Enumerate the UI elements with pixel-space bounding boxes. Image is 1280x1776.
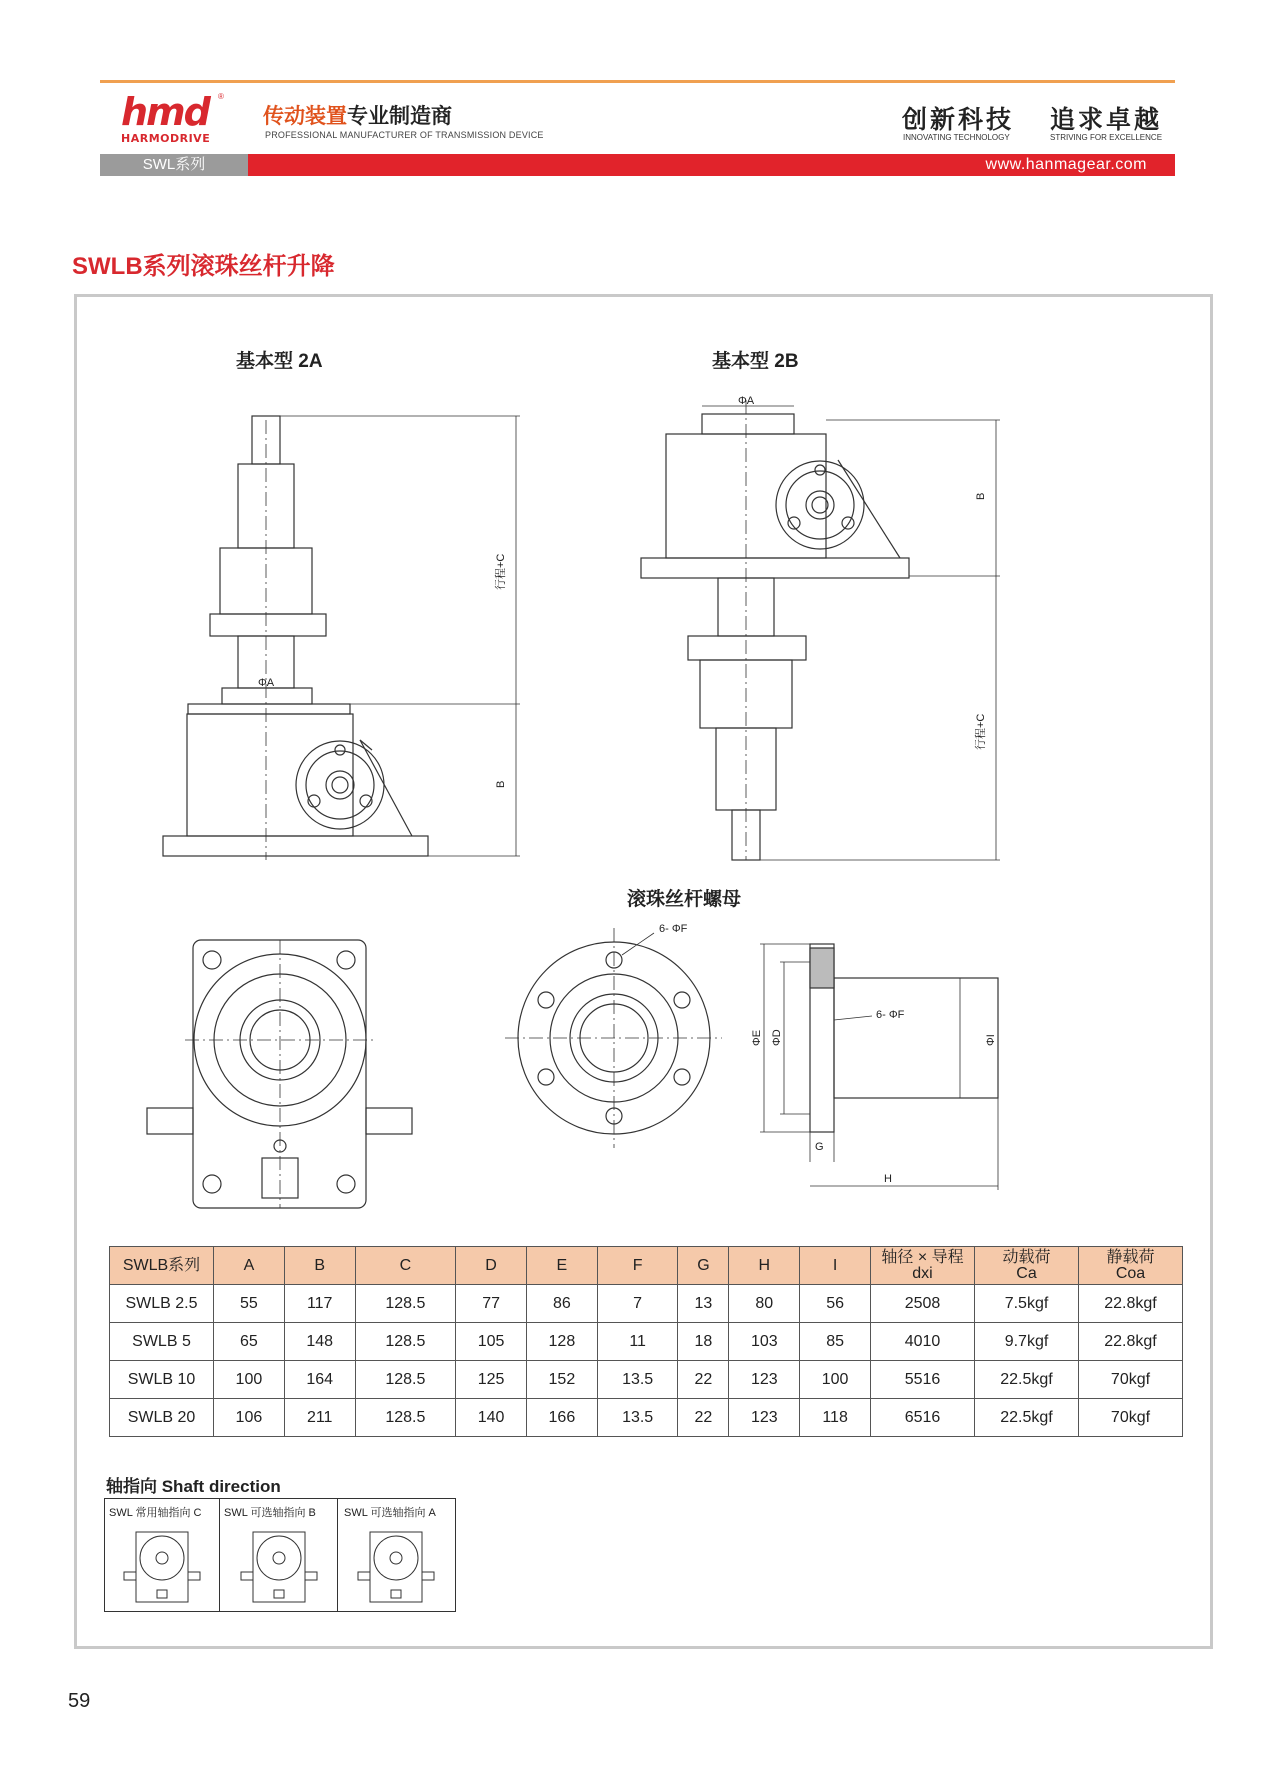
dim-6f-front: 6- ΦF <box>659 923 688 935</box>
table-cell: 106 <box>214 1399 285 1437</box>
table-cell: 128.5 <box>355 1285 456 1323</box>
table-cell: 103 <box>729 1323 800 1361</box>
table-cell: 123 <box>729 1399 800 1437</box>
table-cell: 105 <box>456 1323 527 1361</box>
dim-h: H <box>884 1173 892 1185</box>
page-number: 59 <box>68 1690 91 1712</box>
table-cell: 22.5kgf <box>975 1399 1079 1437</box>
table-cell: 125 <box>456 1361 527 1399</box>
nut-title: 滚珠丝杆螺母 <box>627 889 742 910</box>
mini-gearbox-diagram <box>124 1532 200 1602</box>
dim-phi-e: ΦE <box>751 1029 763 1046</box>
table-cell: 166 <box>526 1399 597 1437</box>
dim-stroke-2b: 行程+C <box>975 713 987 750</box>
table-cell: 9.7kgf <box>975 1323 1079 1361</box>
table-cell: 85 <box>800 1323 871 1361</box>
dim-phi-a-2a: ΦA <box>258 677 275 689</box>
table-cell: 22.8kgf <box>1079 1285 1183 1323</box>
spec-table <box>109 1246 1183 1437</box>
table-cell: 2508 <box>871 1285 975 1323</box>
col-header: H <box>729 1247 800 1285</box>
table-cell: 70kgf <box>1079 1361 1183 1399</box>
table-cell: 80 <box>729 1285 800 1323</box>
shaft-direction-diagrams <box>104 1498 456 1612</box>
table-cell: SWLB 20 <box>110 1399 214 1437</box>
table-cell: 22 <box>678 1361 729 1399</box>
dim-b-2a: B <box>495 780 507 788</box>
table-cell: 140 <box>456 1399 527 1437</box>
type-2a-label: 基本型 2A <box>236 351 323 372</box>
registered-mark: ® <box>218 92 224 101</box>
dim-phi-a-2b: ΦA <box>738 395 755 407</box>
shaft-option-a: SWL 可选轴指向 A <box>344 1507 436 1519</box>
col-header: A <box>214 1247 285 1285</box>
table-cell: SWLB 2.5 <box>110 1285 214 1323</box>
drawing-2a <box>163 416 520 860</box>
col-header: SWLB系列 <box>110 1247 214 1285</box>
table-cell: 128.5 <box>355 1323 456 1361</box>
tagline-en: PROFESSIONAL MANUFACTURER OF TRANSMISSION DEVICE <box>265 130 544 140</box>
section-title: SWLB系列滚珠丝杆升降 <box>72 253 335 280</box>
series-tab: SWL系列 <box>100 154 248 176</box>
table-row <box>110 1399 1183 1437</box>
table-cell: 128.5 <box>355 1399 456 1437</box>
col-header: F <box>597 1247 678 1285</box>
col-header-dxi: 轴径 × 导程 dxi <box>871 1247 975 1285</box>
drawing-top-view <box>147 940 412 1208</box>
slogan-1: 创新科技 <box>902 105 1015 134</box>
table-cell: 7.5kgf <box>975 1285 1079 1323</box>
table-cell: 11 <box>597 1323 678 1361</box>
table-cell: 18 <box>678 1323 729 1361</box>
slogan-2-en: STRIVING FOR EXCELLENCE <box>1050 133 1163 142</box>
table-cell: 13.5 <box>597 1361 678 1399</box>
table-cell: 5516 <box>871 1361 975 1399</box>
table-cell: 7 <box>597 1285 678 1323</box>
slogan-2: 追求卓越 <box>1050 105 1163 134</box>
tagline-prefix: 传动装置 <box>263 105 347 128</box>
table-cell: 55 <box>214 1285 285 1323</box>
type-2b-label: 基本型 2B <box>712 351 799 372</box>
table-cell: 22.8kgf <box>1079 1323 1183 1361</box>
shaft-option-b: SWL 可选轴指向 B <box>224 1507 316 1519</box>
table-cell: 128.5 <box>355 1361 456 1399</box>
table-row <box>110 1323 1183 1361</box>
dim-stroke-2a: 行程+C <box>495 553 507 590</box>
col-header: D <box>456 1247 527 1285</box>
table-cell: 86 <box>526 1285 597 1323</box>
table-cell: SWLB 5 <box>110 1323 214 1361</box>
table-cell: 128 <box>526 1323 597 1361</box>
col-header: B <box>284 1247 355 1285</box>
tagline-suffix: 专业制造商 <box>347 105 452 128</box>
col-header-coa: 静载荷 Coa <box>1079 1247 1183 1285</box>
drawing-nut-side <box>760 944 998 1190</box>
col-header: C <box>355 1247 456 1285</box>
table-cell: 65 <box>214 1323 285 1361</box>
mini-gearbox-diagram <box>241 1532 317 1602</box>
table-cell: 164 <box>284 1361 355 1399</box>
shaft-option-c: SWL 常用轴指向 C <box>109 1507 202 1519</box>
table-cell: 123 <box>729 1361 800 1399</box>
drawing-nut-front <box>505 928 722 1148</box>
table-cell: 100 <box>214 1361 285 1399</box>
dim-6f-side: 6- ΦF <box>876 1009 905 1021</box>
table-cell: 4010 <box>871 1323 975 1361</box>
table-row <box>110 1285 1183 1323</box>
logo-text: HARMODRIVE <box>121 132 211 145</box>
dim-b-2b: B <box>975 492 987 500</box>
table-cell: 118 <box>800 1399 871 1437</box>
col-header: E <box>526 1247 597 1285</box>
table-cell: 117 <box>284 1285 355 1323</box>
table-cell: 56 <box>800 1285 871 1323</box>
table-cell: 148 <box>284 1323 355 1361</box>
table-cell: 13.5 <box>597 1399 678 1437</box>
col-header-ca: 动载荷 Ca <box>975 1247 1079 1285</box>
table-cell: 13 <box>678 1285 729 1323</box>
table-header-row <box>110 1247 1183 1285</box>
table-cell: 100 <box>800 1361 871 1399</box>
shaft-direction-title: 轴指向 Shaft direction <box>106 1477 281 1496</box>
table-cell: 211 <box>284 1399 355 1437</box>
dimension-labels <box>258 395 997 1185</box>
drawing-2b <box>641 400 1000 860</box>
table-cell: 77 <box>456 1285 527 1323</box>
table-cell: 22 <box>678 1399 729 1437</box>
table-row <box>110 1361 1183 1399</box>
dim-phi-d: ΦD <box>771 1029 783 1046</box>
col-header: G <box>678 1247 729 1285</box>
table-cell: 152 <box>526 1361 597 1399</box>
dim-phi-i: ΦI <box>985 1034 997 1046</box>
table-cell: 22.5kgf <box>975 1361 1079 1399</box>
slogan-1-en: INNOVATING TECHNOLOGY <box>903 133 1010 142</box>
website-link[interactable]: www.hanmagear.com <box>248 154 1175 176</box>
dim-g: G <box>815 1141 824 1153</box>
table-cell: 6516 <box>871 1399 975 1437</box>
mini-gearbox-diagram <box>358 1532 434 1602</box>
col-header: I <box>800 1247 871 1285</box>
logo-mark: hmd <box>121 90 209 134</box>
table-cell: 70kgf <box>1079 1399 1183 1437</box>
table-body <box>110 1285 1183 1437</box>
table-cell: SWLB 10 <box>110 1361 214 1399</box>
